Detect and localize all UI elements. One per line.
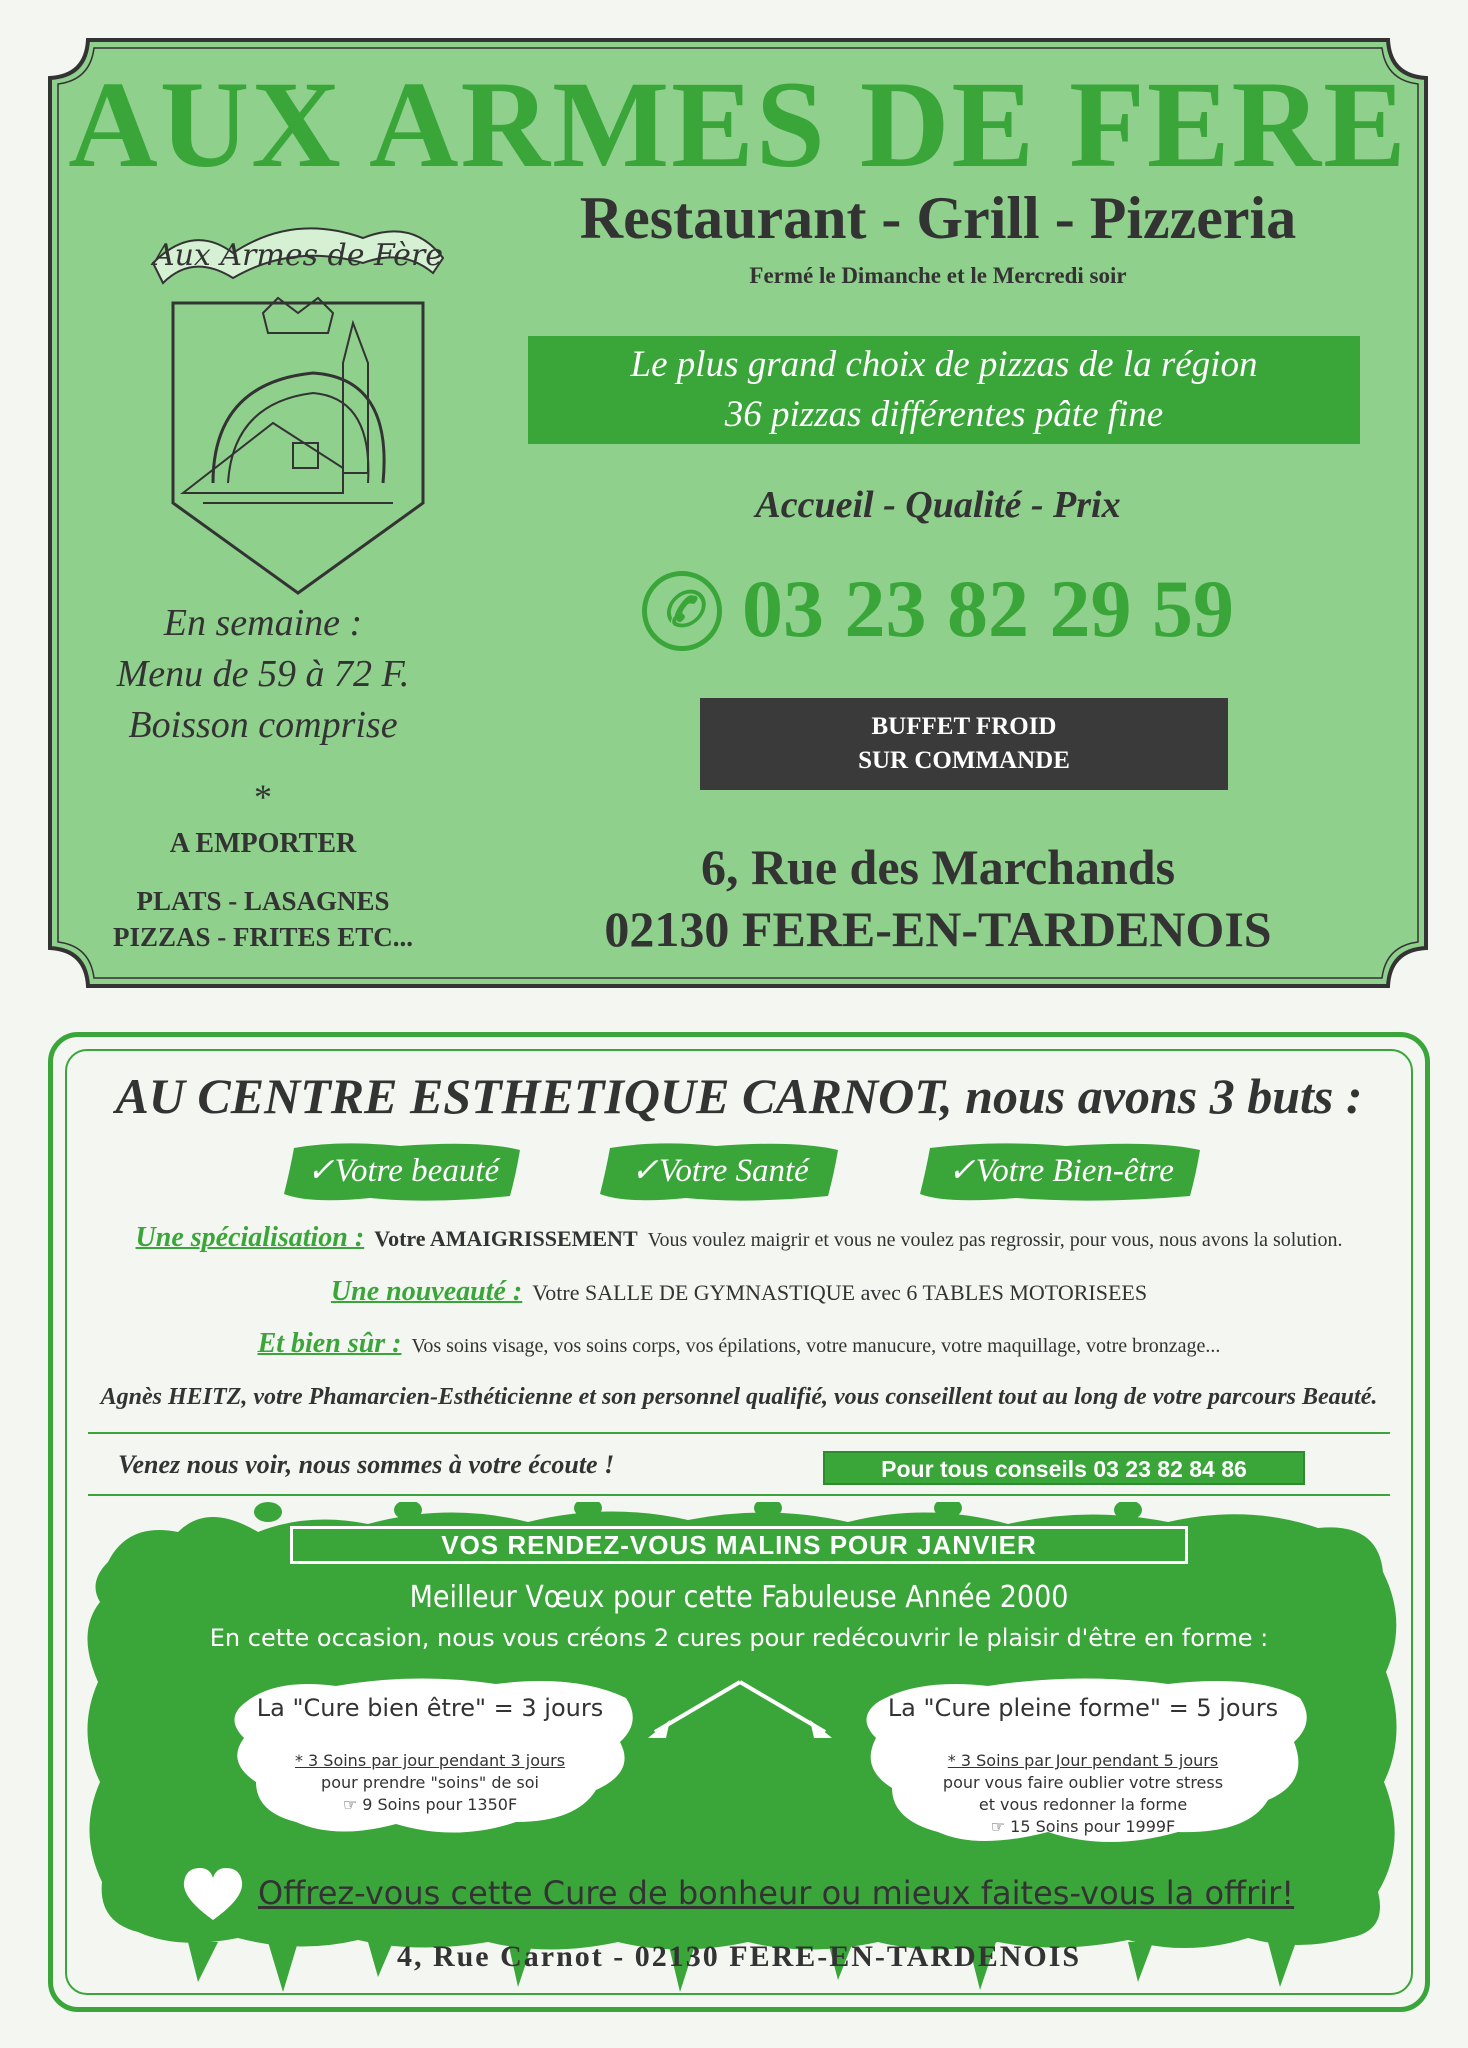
- takeaway-items: [78, 883, 448, 955]
- esthetique-ad: [48, 1032, 1430, 2012]
- agnes-text: Agnès HEITZ, votre Phamarcien-Esthéticienne et son personnel qualifié, vous conseillent tout au long de votre parcours Beauté.: [100, 1384, 1378, 1410]
- restaurant-city: 02130 FERE-EN-TARDENOIS: [604, 901, 1272, 957]
- nouveaute-row: [48, 1276, 1430, 1308]
- pizza-banner: [528, 336, 1360, 444]
- biensur-text: Vos soins visage, vos soins corps, vos épilations, votre manucure, votre maquillage, votre bronzage...: [411, 1335, 1221, 1357]
- menu-line-1: En semaine :: [163, 602, 363, 644]
- biensur-label: Et bien sûr :: [257, 1328, 402, 1359]
- restaurant-title: AUX ARMES DE FERE: [68, 56, 1408, 193]
- biensur-row: [48, 1328, 1430, 1360]
- cure1-detail-1: * 3 Soins par jour pendant 3 jours: [294, 1751, 566, 1770]
- phone-row: [448, 563, 1428, 654]
- restaurant-ad: [48, 38, 1428, 988]
- goal-beaute-label: ✓Votre beauté: [306, 1153, 500, 1189]
- divider-bottom: [88, 1494, 1390, 1496]
- separator-star: *: [254, 777, 272, 817]
- specialisation-text: Vous voulez maigrir et vous ne voulez pas regrossir, pour vous, nous avons la solution.: [647, 1229, 1343, 1251]
- goal-beaute: [280, 1140, 526, 1204]
- esthetique-address: 4, Rue Carnot - 02130 FERE-EN-TARDENOIS: [396, 1940, 1082, 1973]
- occasion-text: En cette occasion, nous vous créons 2 cures pour redécouvrir le plaisir d'être en forme :: [209, 1624, 1269, 1652]
- pizza-line-1: Le plus grand choix de pizzas de la région: [630, 344, 1258, 385]
- voeux-text: Meilleur Vœux pour cette Fabuleuse Année 2000: [409, 1580, 1069, 1615]
- phone-circle-icon: ✆: [642, 571, 722, 651]
- divider-top: [88, 1432, 1390, 1434]
- conseils-box: Pour tous conseils 03 23 82 84 86: [823, 1451, 1305, 1485]
- cure1-detail-2: pour prendre "soins" de soi: [321, 1773, 539, 1792]
- closing-days: Fermé le Dimanche et le Mercredi soir: [749, 263, 1127, 288]
- menu-line-3: Boisson comprise: [128, 704, 398, 746]
- cure2-title: La "Cure pleine forme" = 5 jours: [887, 1694, 1279, 1722]
- esthetique-headline: AU CENTRE ESTHETIQUE CARNOT, nous avons 3 buts :: [115, 1068, 1363, 1124]
- weekday-menu: [78, 598, 448, 751]
- cure2-detail-2: pour vous faire oublier votre stress: [942, 1773, 1224, 1792]
- logo-text: Aux Armes de Fère: [152, 238, 444, 273]
- nouveaute-label: Une nouveauté :: [330, 1276, 523, 1307]
- buffet-line-1: BUFFET FROID: [871, 713, 1057, 740]
- restaurant-street: 6, Rue des Marchands: [700, 839, 1176, 895]
- goal-bien-etre-label: ✓Votre Bien-être: [948, 1153, 1174, 1189]
- specialisation-row: [48, 1222, 1430, 1254]
- buffet-box: [700, 698, 1228, 790]
- cure1-title: La "Cure bien être" = 3 jours: [256, 1694, 604, 1722]
- cure2-detail-3: et vous redonner la forme: [978, 1795, 1188, 1814]
- cure2-details: [848, 1750, 1318, 1838]
- cure2-detail-1: * 3 Soins par Jour pendant 5 jours: [947, 1751, 1219, 1770]
- offrez-text: Offrez-vous cette Cure de bonheur ou mieux faites-vous la offrir!: [258, 1874, 1295, 1912]
- phone-number: 03 23 82 29 59: [742, 563, 1234, 654]
- specialisation-label: Une spécialisation :: [135, 1222, 365, 1253]
- takeaway-line-1: PLATS - LASAGNES: [136, 886, 390, 916]
- cure2-price: ☞ 15 Soins pour 1999F: [990, 1817, 1176, 1836]
- double-arrow-icon: [640, 1672, 840, 1752]
- goal-sante-label: ✓Votre Santé: [631, 1153, 809, 1189]
- restaurant-logo-crest: [143, 203, 453, 603]
- pizza-line-2: 36 pizzas différentes pâte fine: [724, 394, 1164, 435]
- restaurant-subtitle: Restaurant - Grill - Pizzeria: [579, 185, 1297, 251]
- cure1-details: [216, 1750, 644, 1816]
- specialisation-key: Votre AMAIGRISSEMENT: [374, 1226, 638, 1251]
- menu-line-2: Menu de 59 à 72 F.: [116, 653, 410, 695]
- rdv-banner: VOS RENDEZ-VOUS MALINS POUR JANVIER: [290, 1526, 1188, 1564]
- venez-text: Venez nous voir, nous sommes à votre écoute !: [118, 1450, 615, 1479]
- takeaway-line-2: PIZZAS - FRITES ETC...: [112, 922, 414, 952]
- buffet-line-2: SUR COMMANDE: [858, 747, 1070, 774]
- slogan: Accueil - Qualité - Prix: [755, 484, 1121, 526]
- takeaway-label: A EMPORTER: [169, 828, 357, 859]
- nouveaute-text: Votre SALLE DE GYMNASTIQUE avec 6 TABLES MOTORISEES: [532, 1280, 1148, 1305]
- goal-sante: [596, 1140, 844, 1204]
- heart-icon: [178, 1864, 248, 1924]
- cure1-price: ☞ 9 Soins pour 1350F: [342, 1795, 518, 1814]
- goal-bien-etre: [916, 1140, 1206, 1204]
